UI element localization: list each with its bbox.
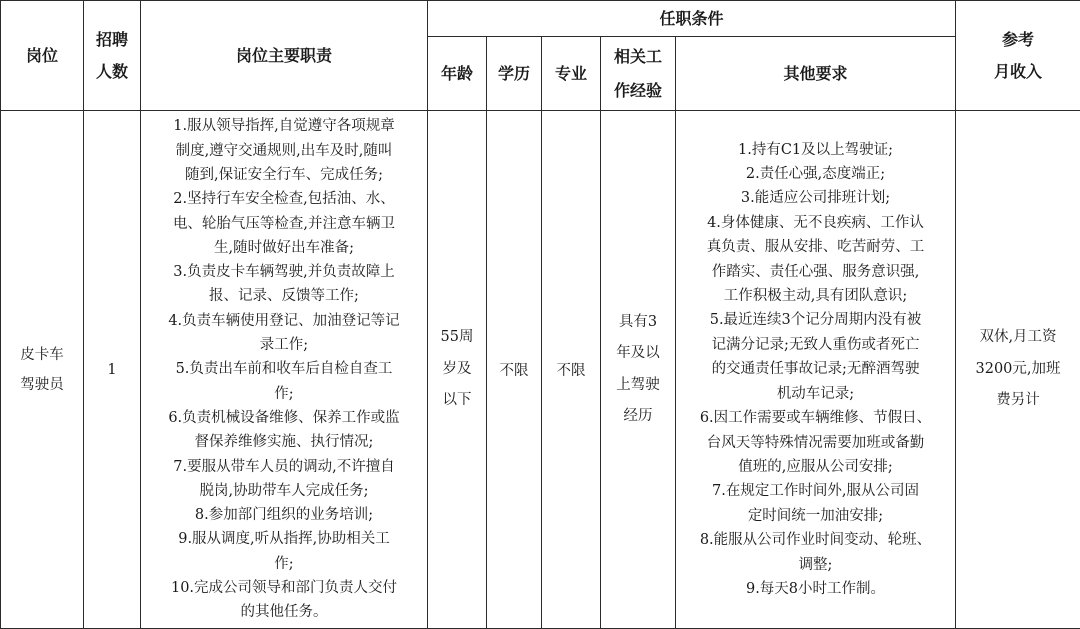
duty-line: 9.服从调度,听从指挥,协助相关工: [178, 531, 390, 548]
duty-line: 生,随时做好出车准备;: [214, 239, 354, 256]
age-line: 岁及: [442, 360, 472, 377]
duty-line: 8.参加部门组织的业务培训;: [194, 507, 374, 524]
header-education: 学历: [487, 37, 542, 111]
header-headcount: [84, 1, 141, 111]
duty-line: 1.服从领导指挥,自觉遵守各项规章: [173, 118, 395, 135]
other-line: 作踏实、责任心强、服务意识强,: [711, 263, 920, 280]
cell-income: [956, 111, 1080, 629]
other-line: 真负责、服从安排、吃苦耐劳、工: [706, 239, 925, 256]
cell-education: 不限: [487, 111, 542, 629]
other-line: 定时间统一加油安排;: [747, 507, 884, 524]
other-line: 3.能适应公司排班计划;: [740, 190, 891, 207]
income-line: 3200元,加班: [975, 360, 1061, 377]
other-line: 的交通责任事故记录;无醉酒驾驶: [711, 361, 920, 378]
cell-age: [428, 111, 487, 629]
experience-line: 年及以: [616, 345, 660, 361]
other-line: 值班的,应服从公司安排;: [738, 458, 893, 475]
age-line: 55周: [440, 329, 474, 346]
duty-line: 7.要服从带车人员的调动,不许擅自: [173, 458, 395, 475]
other-line: 7.在规定工作时间外,服从公司固: [712, 483, 919, 500]
other-line: 1.持有C1及以上驾驶证;: [737, 141, 894, 158]
header-age: 年龄: [428, 37, 487, 111]
other-line: 8.能服从公司作业时间变动、轮班、: [699, 532, 932, 549]
other-line: 工作积极主动,具有团队意识;: [723, 288, 908, 305]
duty-line: 3.负责皮卡车辆驾驶,并负责故障上: [173, 264, 395, 281]
duty-line: 6.负责机械设备维修、保养工作或监: [168, 409, 400, 426]
other-line: 调整;: [798, 556, 833, 573]
cell-headcount: 1: [84, 111, 141, 629]
income-line: 双休,月工资: [979, 329, 1057, 346]
cell-other-requirements: [676, 111, 956, 629]
other-line: 9.每天8小时工作制。: [745, 580, 886, 597]
cell-position: [1, 111, 84, 629]
cell-duties: [141, 111, 428, 629]
age-line: 以下: [442, 392, 472, 409]
duty-line: 5.负责出车前和收车后自检自查工: [175, 361, 393, 378]
experience-line: 经历: [623, 408, 653, 424]
duty-line: 电、轮胎气压等检查,并注意车辆卫: [172, 215, 396, 232]
other-line: 台风天等特殊情况需要加班或备勤: [706, 434, 925, 451]
other-line: 6.因工作需要或车辆维修、节假日、: [699, 410, 932, 427]
other-line: 5.最近连续3个记分周期内没有被: [709, 312, 922, 329]
position-line2: 驾驶员: [20, 376, 64, 393]
duty-line: 督保养维修实施、执行情况;: [194, 434, 374, 451]
duty-line: 脱岗,协助带车人完成任务;: [199, 482, 369, 499]
duty-line: 制度,遵守交通规则,出车及时,随叫: [175, 142, 393, 159]
duty-line: 报、记录、反馈等工作;: [209, 288, 359, 305]
header-other-requirements: 其他要求: [676, 37, 956, 111]
header-position: 岗位: [1, 1, 84, 111]
duty-line: 2.坚持行车安全检查,包括油、水、: [173, 191, 395, 208]
other-line: 机动车记录;: [776, 385, 855, 402]
duty-line: 作;: [274, 385, 294, 402]
header-income-line1: 参考: [1002, 29, 1035, 49]
duty-line: 作;: [274, 555, 294, 572]
income-line: 费另计: [996, 392, 1040, 409]
duty-line: 4.负责车辆使用登记、加油登记等记: [168, 312, 400, 329]
header-duties: 岗位主要职责: [141, 1, 428, 111]
other-line: 记满分记录;无致人重伤或者死亡: [711, 336, 920, 353]
duty-line: 随到,保证安全行车、完成任务;: [185, 166, 383, 183]
experience-line: 上驾驶: [616, 376, 660, 393]
experience-line: 具有3: [618, 313, 658, 330]
header-major: 专业: [542, 37, 601, 111]
header-requirements: 任职条件: [428, 1, 956, 37]
duty-line: 录工作;: [259, 337, 309, 354]
position-line1: 皮卡车: [20, 346, 64, 363]
header-experience-line2: 作经验: [613, 80, 662, 100]
cell-major: 不限: [542, 111, 601, 629]
header-experience: [601, 37, 676, 111]
header-income: [956, 1, 1080, 111]
cell-experience: [601, 111, 676, 629]
other-line: 2.责任心强,态度端正;: [745, 166, 886, 183]
header-headcount-line1: 招聘: [95, 29, 128, 49]
header-income-line2: 月收入: [994, 61, 1043, 81]
duty-line: 的其他任务。: [240, 604, 328, 621]
other-line: 4.身体健康、无不良疾病、工作认: [707, 214, 924, 231]
header-experience-line1: 相关工: [613, 46, 662, 66]
duty-line: 10.完成公司领导和部门负责人交付: [170, 580, 398, 597]
header-headcount-line2: 人数: [95, 61, 128, 81]
